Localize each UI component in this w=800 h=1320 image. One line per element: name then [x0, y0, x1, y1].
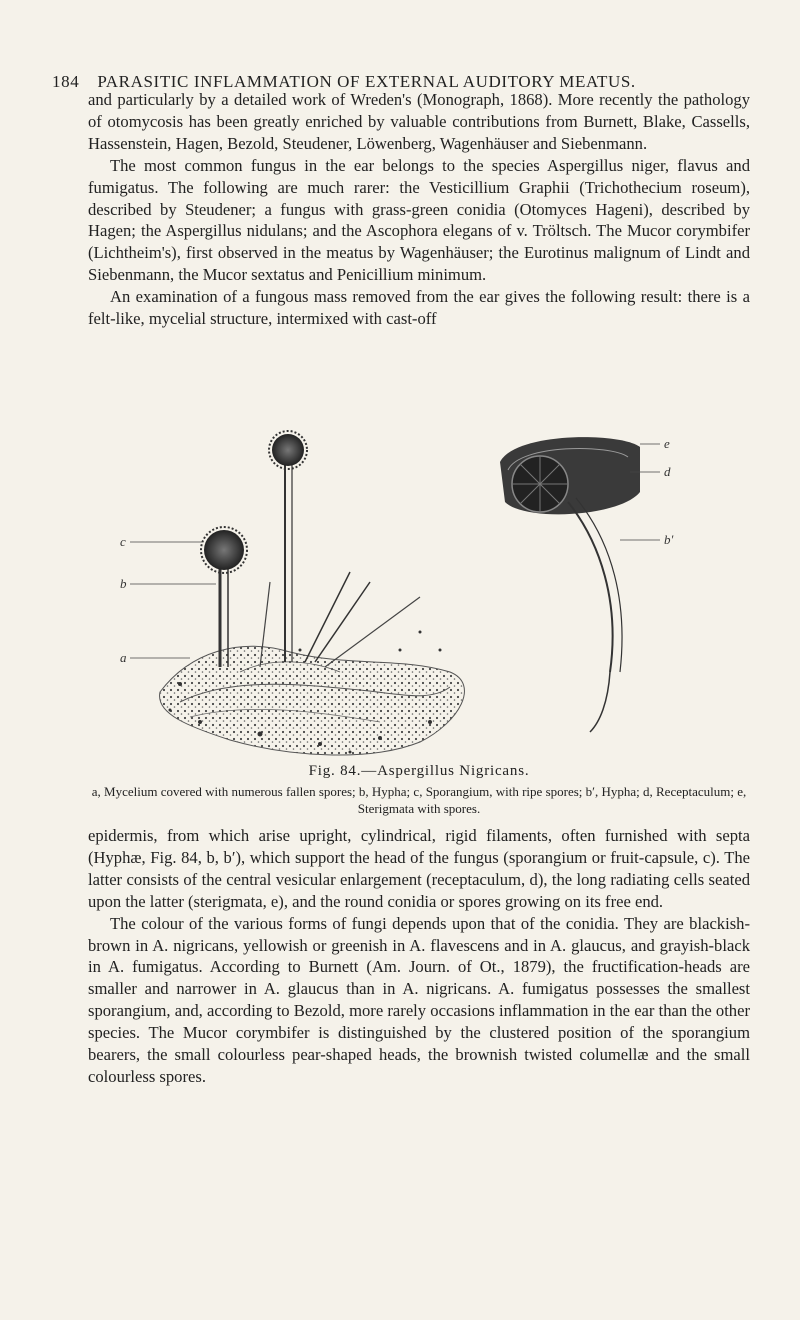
label-c: c: [120, 534, 126, 549]
figure-illustration: [120, 422, 680, 784]
body-text-top: [88, 89, 750, 330]
sporangium-top: [272, 434, 304, 466]
paragraph: An examination of a fungous mass removed from the ear gives the following result: there is a felt-like, mycelial structure, intermixed with cast-off: [88, 287, 750, 329]
figure-caption: a, Mycelium covered with numerous fallen spores; b, Hypha; c, Sporangium, with ripe spores; b′, Hypha; d, Receptaculum; e, Sterigmata with spores.: [91, 784, 747, 816]
paragraph: epidermis, from which arise upright, cylindrical, rigid filaments, often furnished with septa (Hyphæ, Fig. 84, b, b′), which support the head of the fungus (sporangium or fruit-capsule, c). The latter consists of the central vesicular enlargement (receptaculum, d), the long radiating cells seated upon the latter (sterigmata, e), and the round conidia or spores growing on its free end.: [88, 826, 750, 911]
page-number: 184: [52, 72, 80, 91]
label-b-prime: b′: [664, 532, 674, 547]
aspergillus-engraving: [120, 422, 680, 762]
hypha-b-prime: [568, 502, 613, 672]
label-e: e: [664, 436, 670, 451]
mycelium-mat: [160, 646, 465, 755]
paragraph: and particularly by a detailed work of Wreden's (Monograph, 1868). More recently the pathology of otomycosis has been greatly enriched by valuable contributions from Burnett, Blake, Cassells, Hassenstein, Hagen, Bezold, Steudener, Löwenberg, Wagenhäuser and Siebenmann.: [88, 90, 750, 153]
label-b: b: [120, 576, 127, 591]
label-a: a: [120, 650, 127, 665]
sporangium-c: [204, 530, 244, 570]
paragraph: The colour of the various forms of fungi depends upon that of the conidia. They are blackish-brown in A. nigricans, yellowish or greenish in A. flavescens and in A. glaucus, and grayish-black in A. fumigatus. According to Burnett (Am. Journ. of Ot., 1879), the fructification-heads are smaller and narrower in A. glaucus than in A. nigricans. A. fumigatus possesses the smallest sporangium, and, according to Bezold, more rarely occasions inflammation in the ear than the other species. The Mucor corymbifer is distinguished by the clustered position of the sporangium bearers, the small colourless pear-shaped heads, the brownish twisted columellæ and the small colourless spores.: [88, 913, 750, 1086]
body-text-bottom: [88, 825, 750, 1088]
label-d: d: [664, 464, 671, 479]
running-title: PARASITIC INFLAMMATION OF EXTERNAL AUDITORY MEATUS.: [97, 72, 636, 91]
magnified-sporangium: [500, 437, 640, 732]
figure-title: Fig. 84.—Aspergillus Nigricans.: [308, 763, 530, 779]
paragraph: The most common fungus in the ear belongs to the species Aspergillus niger, flavus and fumigatus. The following are much rarer: the Vesticillium Graphii (Trichothecium roseum), described by Steudener; a fungus with grass-green conidia (Otomyces Hageni), described by Hagen; the Aspergillus nidulans; and the Ascophora elegans of v. Tröltsch. The Mucor corymbifer (Lichtheim's), first observed in the meatus by Wagenhäuser; the Eurotinus malignum of Lindt and Siebenmann, the Mucor sextatus and Penicillium minimum.: [88, 155, 750, 285]
